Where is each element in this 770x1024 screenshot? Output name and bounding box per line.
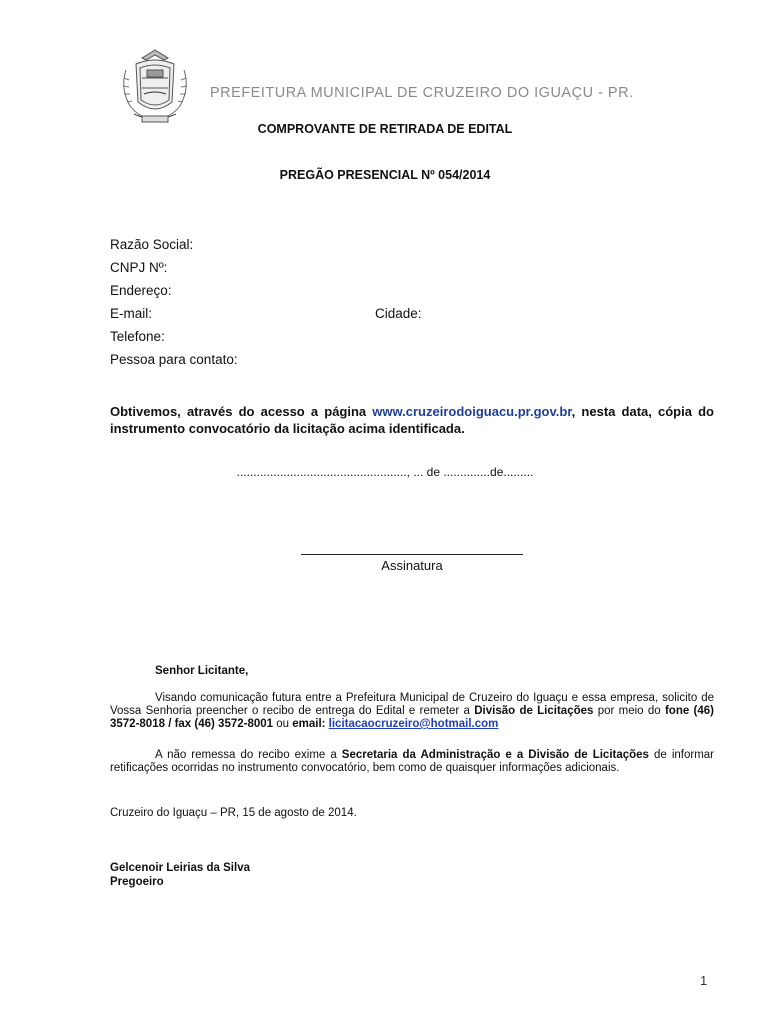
field-razao-social: Razão Social: bbox=[110, 237, 194, 252]
place-and-date: Cruzeiro do Iguaçu – PR, 15 de agosto de 2014. bbox=[110, 807, 357, 819]
pregao-number: PREGÃO PRESENCIAL Nº 054/2014 bbox=[279, 168, 491, 182]
statement-before: Obtivemos, através do acesso a página bbox=[110, 404, 373, 419]
coat-of-arms-icon bbox=[114, 44, 196, 126]
p1-phone-fax: fone (46) 3572-8018 / fax (46) 3572-8001 bbox=[110, 705, 714, 730]
signer-role: Pregoeiro bbox=[110, 876, 164, 888]
signer-name: Gelcenoir Leirias da Silva bbox=[110, 862, 250, 874]
field-endereco: Endereço: bbox=[110, 283, 172, 298]
field-cnpj: CNPJ Nº: bbox=[110, 260, 168, 275]
p1-text-c: por meio do bbox=[593, 705, 665, 717]
municipality-header: PREFEITURA MUNICIPAL DE CRUZEIRO DO IGUAÇU - PR. bbox=[210, 85, 634, 101]
notice-paragraph-2 bbox=[110, 749, 714, 775]
field-pessoa-contato: Pessoa para contato: bbox=[110, 352, 238, 367]
document-title: COMPROVANTE DE RETIRADA DE EDITAL bbox=[257, 122, 513, 136]
p1-text-e: ou bbox=[273, 718, 293, 730]
notice-paragraph-1 bbox=[110, 692, 714, 731]
signature-label: Assinatura bbox=[381, 558, 443, 573]
signature-line bbox=[301, 542, 523, 555]
page-number: 1 bbox=[700, 973, 708, 988]
email-link[interactable]: licitacaocruzeiro@hotmail.com bbox=[328, 718, 499, 730]
website-link[interactable]: www.cruzeirodoiguacu.pr.gov.br bbox=[372, 404, 572, 419]
statement-after: , nesta data, cópia do instrumento convocatório da licitação acima identificada. bbox=[110, 404, 714, 436]
date-fill-line: ..................................................., ... de ..............de......... bbox=[236, 465, 534, 479]
field-telefone: Telefone: bbox=[110, 329, 165, 344]
salutation: Senhor Licitante, bbox=[155, 665, 249, 677]
p2-text-a: A não remessa do recibo exime a bbox=[155, 749, 342, 761]
p1-email-label: email: bbox=[292, 718, 329, 730]
p1-division: Divisão de Licitações bbox=[474, 705, 594, 717]
p2-secretaria: Secretaria da Administração e a Divisão de Licitações bbox=[341, 749, 649, 761]
field-cidade: Cidade: bbox=[375, 306, 422, 321]
statement-paragraph bbox=[110, 403, 714, 437]
p2-text-c: de informar retificações ocorridas no instrumento convocatório, bem como de quaisquer informações adicionais. bbox=[110, 749, 715, 774]
field-email: E-mail: bbox=[110, 306, 153, 321]
p1-text-a: Visando comunicação futura entre a Prefeitura Municipal de Cruzeiro do Iguaçu e essa empresa, solicito de Vossa Senhoria preencher o recibo de entrega do Edital e remeter a bbox=[110, 692, 714, 717]
